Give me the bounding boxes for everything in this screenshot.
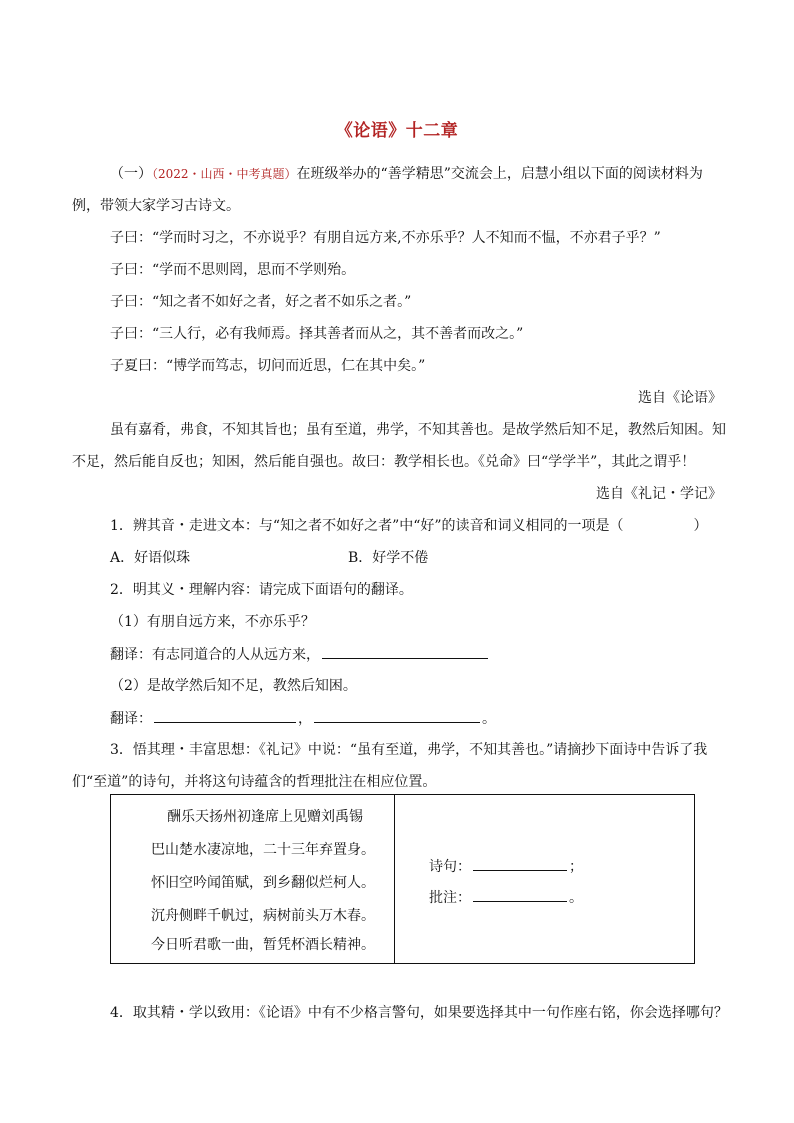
- question-4: 4．取其精・学以致用：《论语》中有不少格言警句，如果要选择其中一句作座右铭，你会选择哪句？: [110, 1005, 728, 1021]
- translation-1-label: 翻译：有志同道合的人从远方来，: [110, 647, 320, 663]
- translation-1: [110, 644, 490, 665]
- exam-source-tag: （2022・山西・中考真题）: [152, 167, 297, 181]
- intro-line-1: [110, 164, 703, 184]
- intro-prefix: （一）: [110, 166, 152, 182]
- quote-3: 子曰：“知之者不如好之者，好之者不如乐之者。”: [110, 294, 412, 310]
- question-1-option-a: A．好语似珠: [110, 550, 191, 566]
- question-2-sub-2: （2）是故学然后知不足，教然后知困。: [110, 678, 357, 694]
- quote-4: 子曰：“三人行，必有我师焉。择其善者而从之，其不善者而改之。”: [110, 326, 524, 342]
- poem-title: 酬乐天扬州初逢席上见赠刘禹锡: [167, 809, 363, 825]
- poem-line-3: 沉舟侧畔千帆过，病树前头万木春。: [151, 908, 375, 924]
- passage-line-2: 不足，然后能自反也；知困，然后能自强也。故曰：教学相长也。《兑命》曰“学学半”，其此之谓乎！: [72, 454, 696, 470]
- question-1-stem: 1．辨其音・走进文本：与“知之者不如好之者”中“好”的读音和词义相同的一项是（: [110, 518, 624, 534]
- question-3-line-2: 们“至道”的诗句，并将这句诗蕴含的哲理批注在相应位置。: [72, 774, 437, 790]
- verse-end: ；: [569, 859, 583, 875]
- poem-line-4: 今日听君歌一曲，暂凭杯酒长精神。: [151, 937, 375, 953]
- poem-line-2: 怀旧空吟闻笛赋，到乡翻似烂柯人。: [151, 875, 375, 891]
- source-lunyu: 选自《论语》: [638, 390, 722, 406]
- question-2: 2．明其义・理解内容：请完成下面语句的翻译。: [110, 582, 413, 598]
- translation-2-period: 。: [482, 711, 496, 727]
- translation-2-blank-b[interactable]: [314, 708, 480, 723]
- note-field: [429, 887, 583, 908]
- page-title: 《论语》十二章: [335, 121, 459, 141]
- note-end: 。: [569, 890, 583, 906]
- translation-2: [110, 708, 496, 729]
- poem-line-1: 巴山楚水凄凉地，二十三年弃置身。: [151, 842, 375, 858]
- question-1-option-b: B．好学不倦: [348, 550, 429, 566]
- intro-line-2: 例，带领大家学习古诗文。: [72, 198, 240, 214]
- verse-label: 诗句：: [429, 859, 471, 875]
- question-3-line-1: 3．悟其理・丰富思想：《礼记》中说：“虽有至道，弗学，不知其善也。”请摘抄下面诗中告诉了我: [110, 742, 708, 758]
- translation-2-comma: ，: [298, 711, 312, 727]
- translation-2-blank-a[interactable]: [154, 708, 296, 723]
- translation-2-label: 翻译：: [110, 711, 152, 727]
- translation-1-blank[interactable]: [322, 644, 488, 659]
- note-blank[interactable]: [473, 887, 567, 902]
- question-1: [110, 516, 708, 536]
- verse-blank[interactable]: [473, 856, 567, 871]
- note-label: 批注：: [429, 890, 471, 906]
- passage-line-1: 虽有嘉肴，弗食，不知其旨也；虽有至道，弗学，不知其善也。是故学然后知不足，教然后知困。知: [110, 422, 726, 438]
- intro-text: 在班级举办的“善学精思”交流会上，启慧小组以下面的阅读材料为: [296, 166, 703, 182]
- source-liji: 选自《礼记・学记》: [596, 486, 722, 502]
- quote-1: 子曰：“学而时习之，不亦说乎？有朋自远方来,不亦乐乎？人不知而不愠，不亦君子乎？”: [110, 230, 661, 246]
- table-divider: [394, 795, 395, 963]
- verse-field: [429, 856, 583, 877]
- poem-table: [110, 794, 695, 964]
- quote-5: 子夏曰：“博学而笃志，切问而近思，仁在其中矣。”: [110, 358, 426, 374]
- question-2-sub-1: （1）有朋自远方来，不亦乐乎？: [110, 614, 315, 630]
- question-1-close: ）: [693, 518, 708, 534]
- quote-2: 子曰：“学而不思则罔，思而不学则殆。: [110, 262, 356, 278]
